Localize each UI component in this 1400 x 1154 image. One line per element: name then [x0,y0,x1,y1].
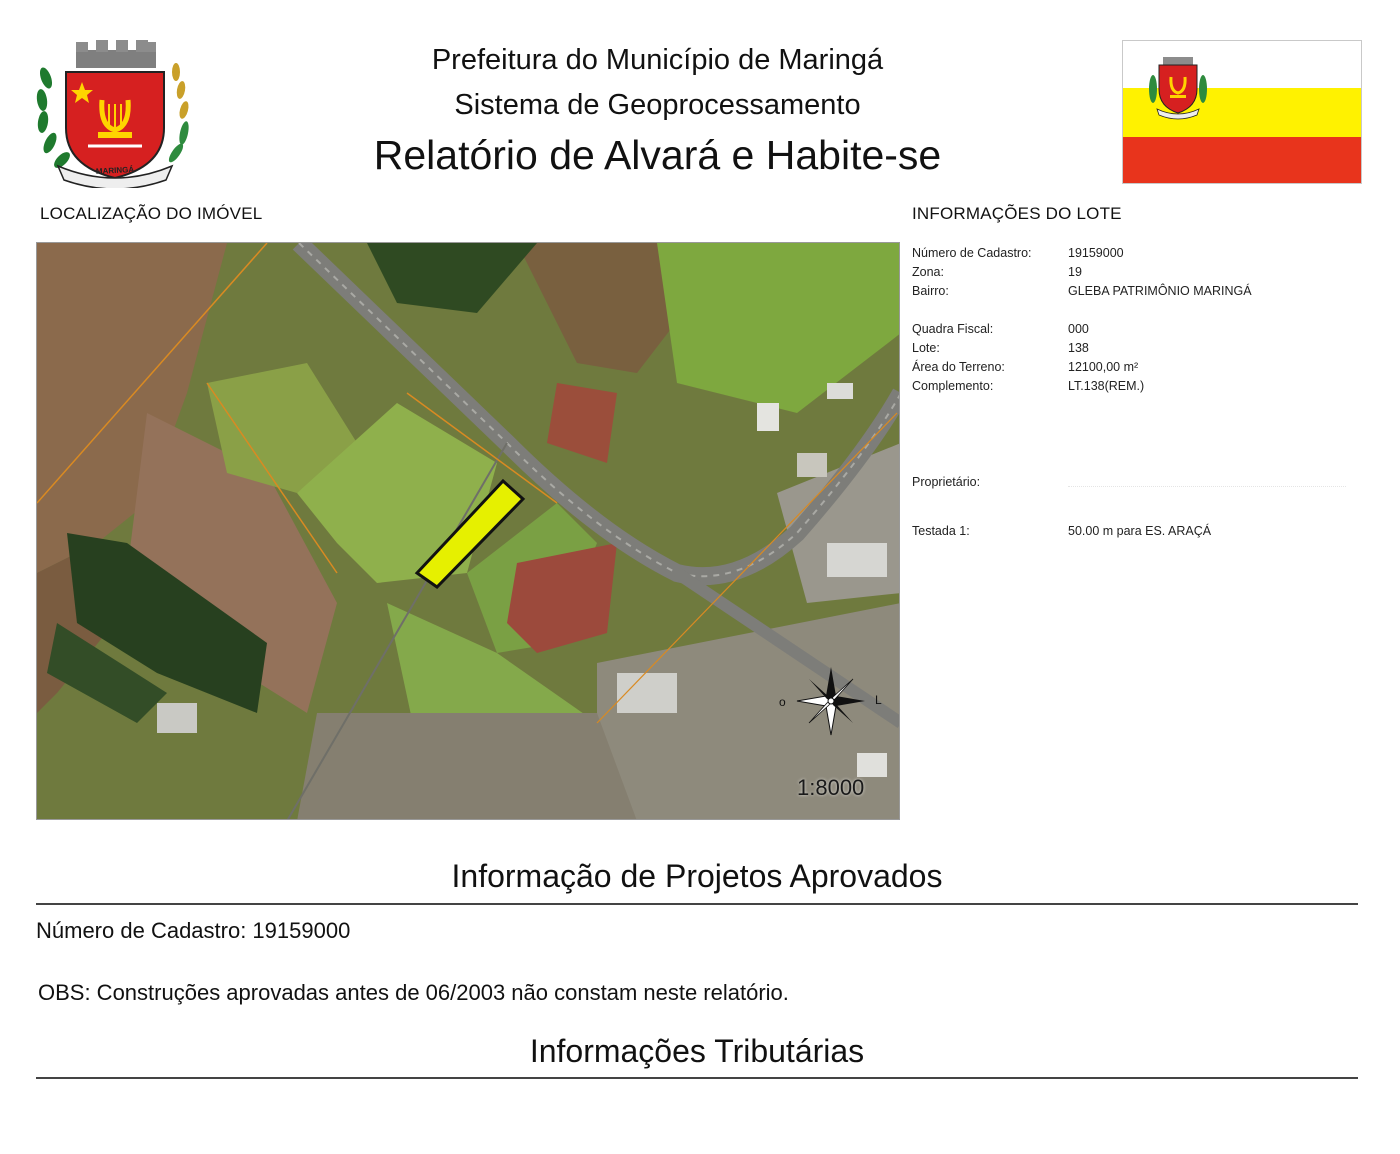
map-scale: 1:8000 [797,775,865,800]
lot-label: Bairro: [912,284,949,298]
lot-row-lote [912,341,1372,359]
lot-row-cadastro [912,246,1372,264]
compass-east-label: L [875,693,882,707]
lot-row-complemento [912,379,1372,397]
owner-redacted [1068,482,1346,487]
lot-row-zona [912,265,1372,283]
lot-info-section-label: INFORMAÇÕES DO LOTE [912,204,1122,223]
page-title: Relatório de Alvará e Habite-se [373,132,942,178]
crest-motto: MARINGÁ [95,165,135,176]
aerial-map[interactable] [36,242,900,820]
lot-value: 138 [1068,341,1089,355]
header-system: Sistema de Geoprocessamento [454,89,861,121]
lot-value: 12100,00 m² [1068,360,1139,374]
lot-value: 19159000 [1068,246,1124,260]
lot-label: Lote: [912,341,940,355]
lot-label: Proprietário: [912,475,981,489]
location-section-label: LOCALIZAÇÃO DO IMÓVEL [40,204,263,223]
lot-label: Quadra Fiscal: [912,322,994,336]
projects-divider [36,903,1358,905]
projects-cadastro: Número de Cadastro: 19159000 [36,918,351,943]
lot-label: Zona: [912,265,944,279]
tax-section-title: Informações Tributárias [529,1033,865,1069]
lot-row-bairro [912,284,1372,302]
compass-west-label: o [779,695,786,709]
lot-value: 000 [1068,322,1089,336]
municipal-crest [34,38,196,188]
lot-label: Número de Cadastro: [912,246,1032,260]
lot-label: Área do Terreno: [912,360,1005,374]
flag-emblem [1143,51,1213,121]
projects-obs: OBS: Construções aprovadas antes de 06/2003 não constam neste relatório. [38,980,789,1005]
lot-value: 19 [1068,265,1082,279]
lot-row-testada [912,524,1372,542]
lot-value: LT.138(REM.) [1068,379,1145,393]
tax-divider [36,1077,1358,1079]
city-flag [1122,40,1362,184]
lot-value: GLEBA PATRIMÔNIO MARINGÁ [1068,284,1252,298]
lot-row-proprietario [912,475,1372,493]
lot-label: Testada 1: [912,524,970,538]
lot-row-quadra [912,322,1372,340]
projects-section-title: Informação de Projetos Aprovados [451,858,943,894]
header-municipality: Prefeitura do Município de Maringá [431,44,884,76]
lot-label: Complemento: [912,379,994,393]
lot-row-area [912,360,1372,378]
lot-value: 50.00 m para ES. ARAÇÁ [1068,524,1212,538]
